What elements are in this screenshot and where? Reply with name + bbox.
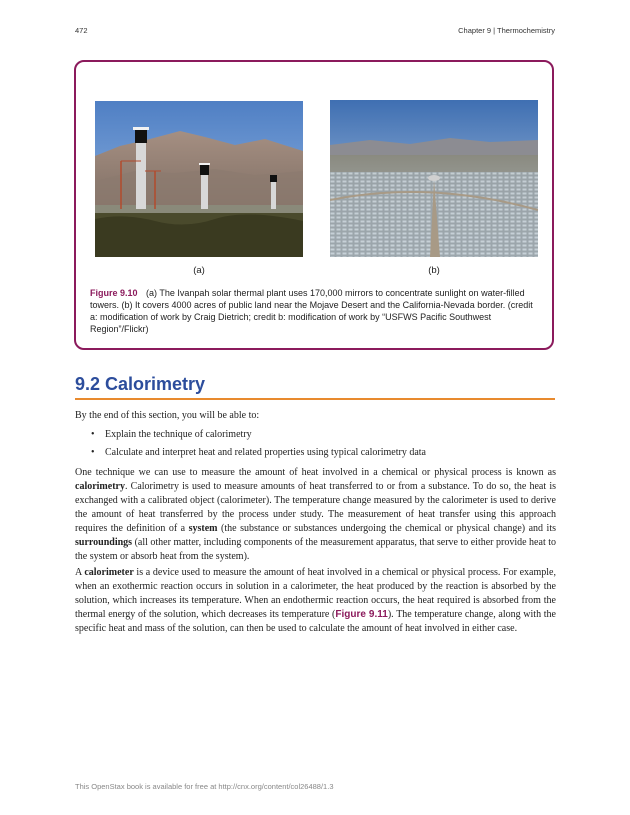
- page-number: 472: [75, 26, 88, 35]
- page-footer: This OpenStax book is available for free at http://cnx.org/content/col26488/1.3: [75, 782, 334, 791]
- text-run: A: [75, 567, 85, 578]
- text-run: . Calorimetry is used to measure amounts of heat transferred to or from a substance. To do so, the heat is exchanged with a calibrated object (calorimeter). The temperature change measured by the calorimeter is used to derive the amount of heat transferred by the process under study. The measurement of heat transfer using this approach requires the definition of a: [75, 481, 556, 534]
- paragraph-calorimetry: [75, 466, 556, 564]
- figure-label-a: (a): [193, 265, 205, 276]
- paragraph-calorimeter: [75, 566, 556, 636]
- objective-item: • Calculate and interpret heat and related properties using typical calorimetry data: [75, 446, 556, 460]
- term-system: system: [188, 523, 218, 534]
- photo-mirror-field: [330, 100, 538, 257]
- learning-objectives-intro: By the end of this section, you will be able to:: [75, 410, 260, 421]
- text-run: ). The temperature change, along with the specific heat and mass of the solution, can then be used to calculate the amount of heat involved in either case.: [75, 609, 556, 634]
- figure-box: [74, 60, 554, 350]
- text-run: is a device used to measure the amount of heat involved in a chemical or physical process. For example, when an exothermic reaction occurs in solution in a calorimeter, the heat produced by the reaction is absorbed by the solution, which increases its temperature. When an endothermic reaction occurs, the heat required is absorbed from the thermal energy of the solution, which decreases its temperature (: [75, 567, 556, 620]
- term-calorimetry: calorimetry: [75, 481, 125, 492]
- section-title: 9.2 Calorimetry: [75, 374, 206, 394]
- term-surroundings: surroundings: [75, 537, 133, 548]
- chapter-title: Chapter 9 | Thermochemistry: [458, 26, 555, 35]
- figure-caption: [90, 287, 542, 335]
- photo-solar-towers: [95, 101, 303, 257]
- text-run: (all other matter, including components of the measurement apparatus, that serve to either provide heat to the system or absorb heat from the system).: [75, 537, 556, 562]
- learning-objectives: [75, 428, 556, 464]
- title-divider: [75, 398, 555, 400]
- objective-item: • Explain the technique of calorimetry: [75, 428, 556, 442]
- page-header: [75, 26, 555, 38]
- text-run: (the substance or substances undergoing the chemical or physical change) and its: [217, 523, 556, 534]
- figure-link[interactable]: Figure 9.11: [335, 609, 388, 620]
- figure-label-b: (b): [428, 265, 440, 276]
- text-run: One technique we can use to measure the amount of heat involved in a chemical or physical process is known as: [75, 467, 556, 478]
- caption-text: (a) The Ivanpah solar thermal plant uses 170,000 mirrors to concentrate sunlight on water-filled towers. (b) It covers 4000 acres of public land near the Mojave Desert and the California-Nevada border. (credit a: modification of work by Craig Dietrich; credit b: modification of work by “USFWS Pacific Southwest Region”/Flickr): [90, 288, 533, 334]
- figure-number: Figure 9.10: [90, 288, 138, 298]
- term-calorimeter: calorimeter: [84, 567, 134, 578]
